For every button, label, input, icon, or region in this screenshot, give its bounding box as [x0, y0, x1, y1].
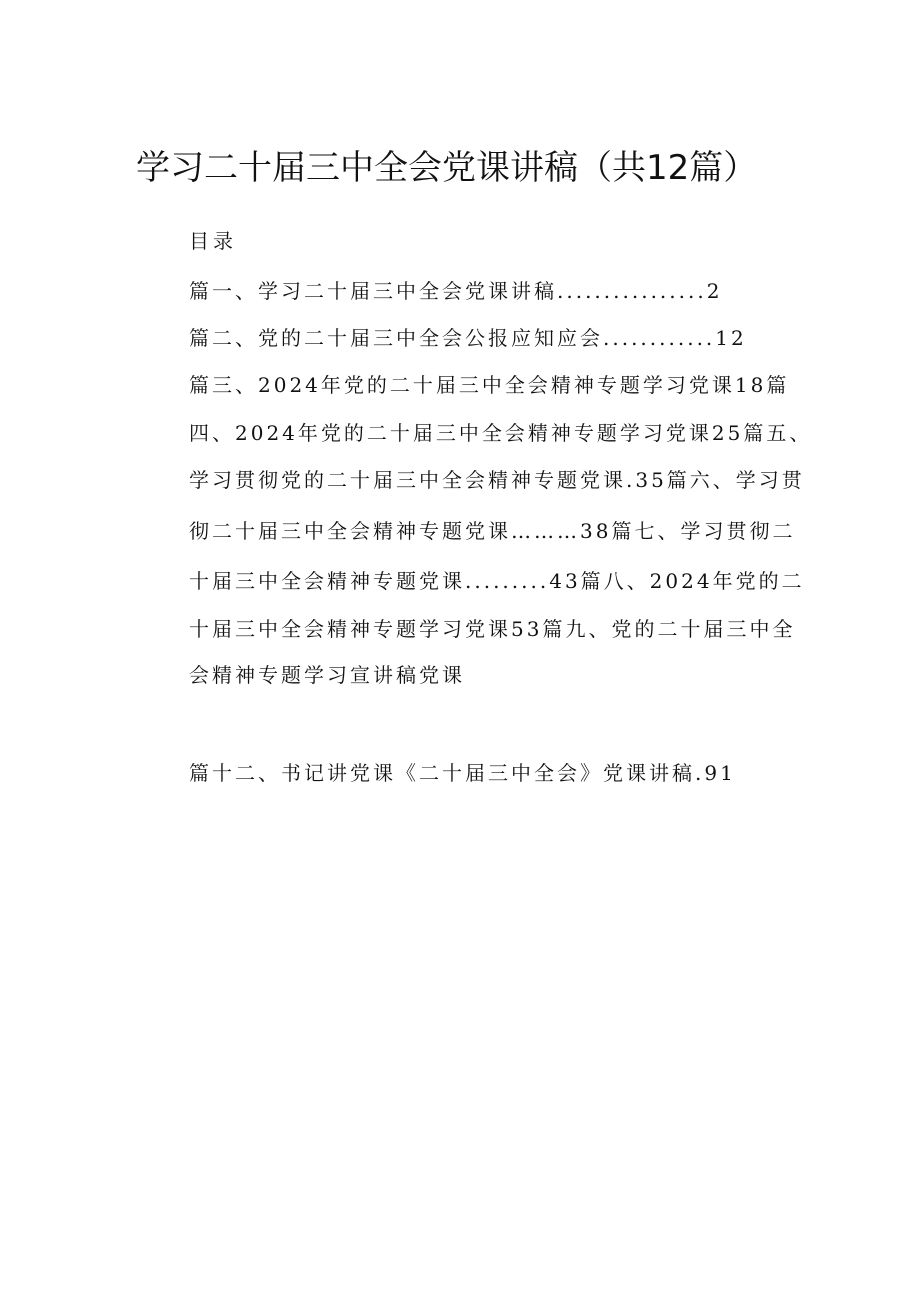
toc-entry[interactable]: 篇三、2024年党的二十届三中全会精神专题学习党课18篇	[189, 373, 790, 397]
toc-entry[interactable]: 十届三中全会精神专题党课.........43篇八、2024年党的二	[189, 569, 805, 593]
toc-entry[interactable]: 彻二十届三中全会精神专题党课………38篇七、学习贯彻二	[189, 519, 796, 543]
toc-entry[interactable]: 篇一、学习二十届三中全会党课讲稿................2	[189, 279, 723, 303]
toc-entry[interactable]: 学习贯彻党的二十届三中全会精神专题党课.35篇六、学习贯	[189, 468, 805, 492]
toc-entry[interactable]: 篇十二、书记讲党课《二十届三中全会》党课讲稿.91	[189, 761, 736, 785]
toc-heading: 目录	[189, 229, 237, 253]
toc-entry[interactable]: 会精神专题学习宣讲稿党课	[189, 663, 465, 687]
toc-entry[interactable]: 四、2024年党的二十届三中全会精神专题学习党课25篇五、	[189, 421, 813, 445]
toc-entry[interactable]: 十届三中全会精神专题学习党课53篇九、党的二十届三中全	[189, 617, 796, 641]
document-title: 学习二十届三中全会党课讲稿（共12篇）	[136, 148, 758, 188]
toc-entry[interactable]: 篇二、党的二十届三中全会公报应知应会............12	[189, 326, 747, 350]
